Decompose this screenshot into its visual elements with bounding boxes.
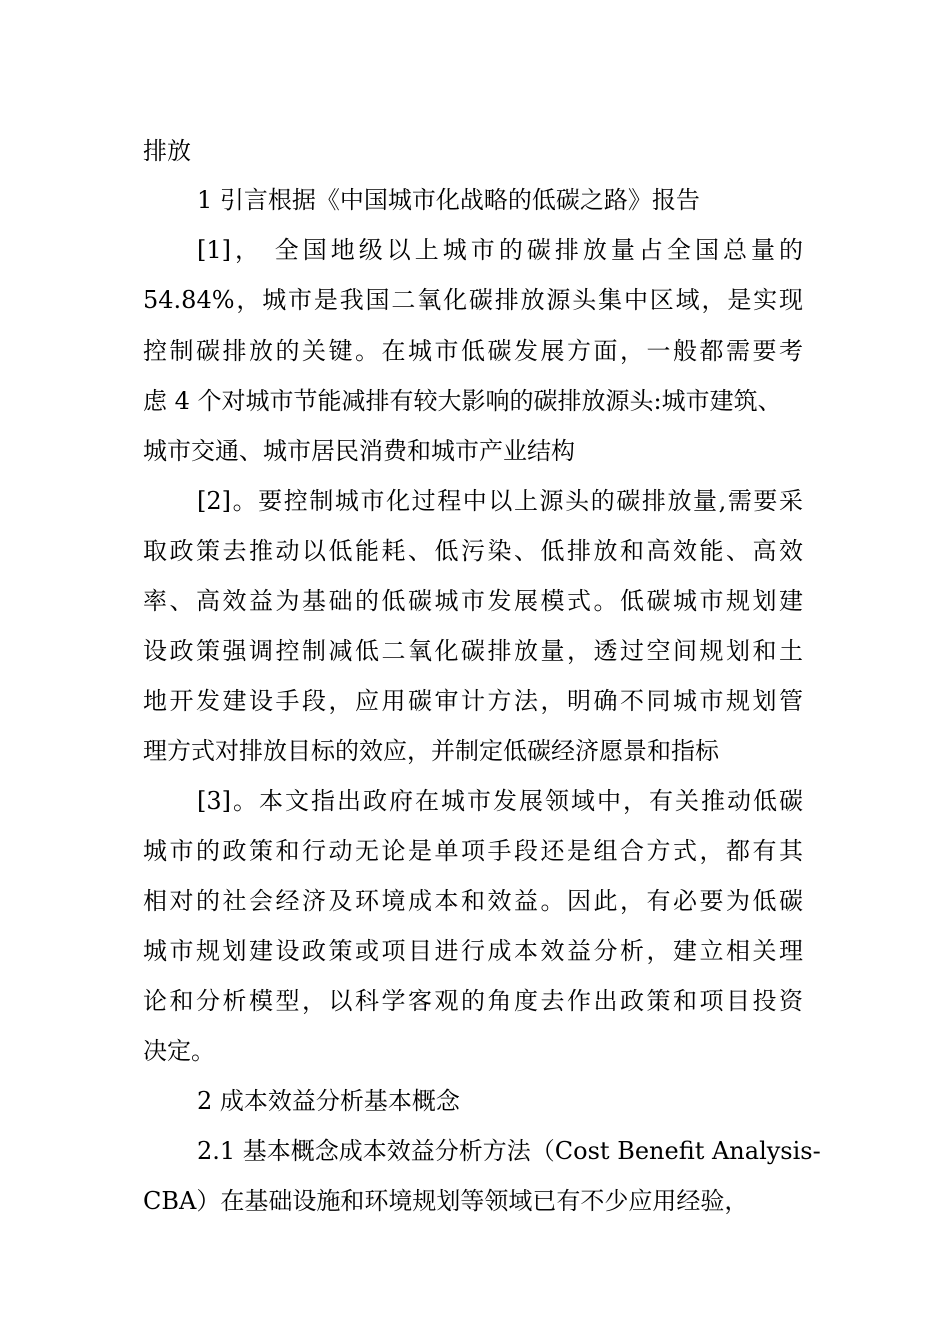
section-heading: 1 引言根据《中国城市化战略的低碳之路》报告 (197, 186, 700, 214)
text-line: 控制碳排放的关键。在城市低碳发展方面，一般都需要考 (143, 337, 803, 365)
text-line: 地开发建设手段，应用碳审计方法，明确不同城市规划管 (143, 687, 803, 715)
text-line: 论和分析模型，以科学客观的角度去作出政策和项目投资 (143, 987, 803, 1015)
text-line: 理方式对排放目标的效应，并制定低碳经济愿景和指标 (143, 737, 719, 765)
text-line: 设政策强调控制减低二氧化碳排放量，透过空间规划和土 (143, 637, 803, 665)
text-line: 虑 4 个对城市节能减排有较大影响的碳排放源头:城市建筑、 (143, 387, 782, 415)
text-line: [2]。要控制城市化过程中以上源头的碳排放量,需要采 (197, 487, 803, 515)
text-line: 54.84%，城市是我国二氧化碳排放源头集中区域，是实现 (143, 286, 803, 314)
text-line: 率、高效益为基础的低碳城市发展模式。低碳城市规划建 (143, 587, 803, 615)
text-line: 相对的社会经济及环境成本和效益。因此，有必要为低碳 (143, 887, 803, 915)
section-heading: 2 成本效益分析基本概念 (197, 1087, 460, 1115)
text-line: [1]， 全国地级以上城市的碳排放量占全国总量的 (197, 236, 803, 264)
text-line: CBA）在基础设施和环境规划等领域已有不少应用经验， (143, 1187, 749, 1215)
text-line: [3]。本文指出政府在城市发展领域中，有关推动低碳 (197, 787, 803, 815)
text-line: 城市交通、城市居民消费和城市产业结构 (143, 437, 575, 465)
text-line: 排放 (143, 137, 191, 165)
text-line: 取政策去推动以低能耗、低污染、低排放和高效能、高效 (143, 537, 803, 565)
section-heading: 2.1 基本概念成本效益分析方法（Cost Benefit Analysis- (197, 1137, 821, 1165)
text-line: 决定。 (143, 1037, 215, 1065)
text-line: 城市规划建设政策或项目进行成本效益分析，建立相关理 (143, 937, 803, 965)
text-line: 城市的政策和行动无论是单项手段还是组合方式，都有其 (143, 837, 803, 865)
